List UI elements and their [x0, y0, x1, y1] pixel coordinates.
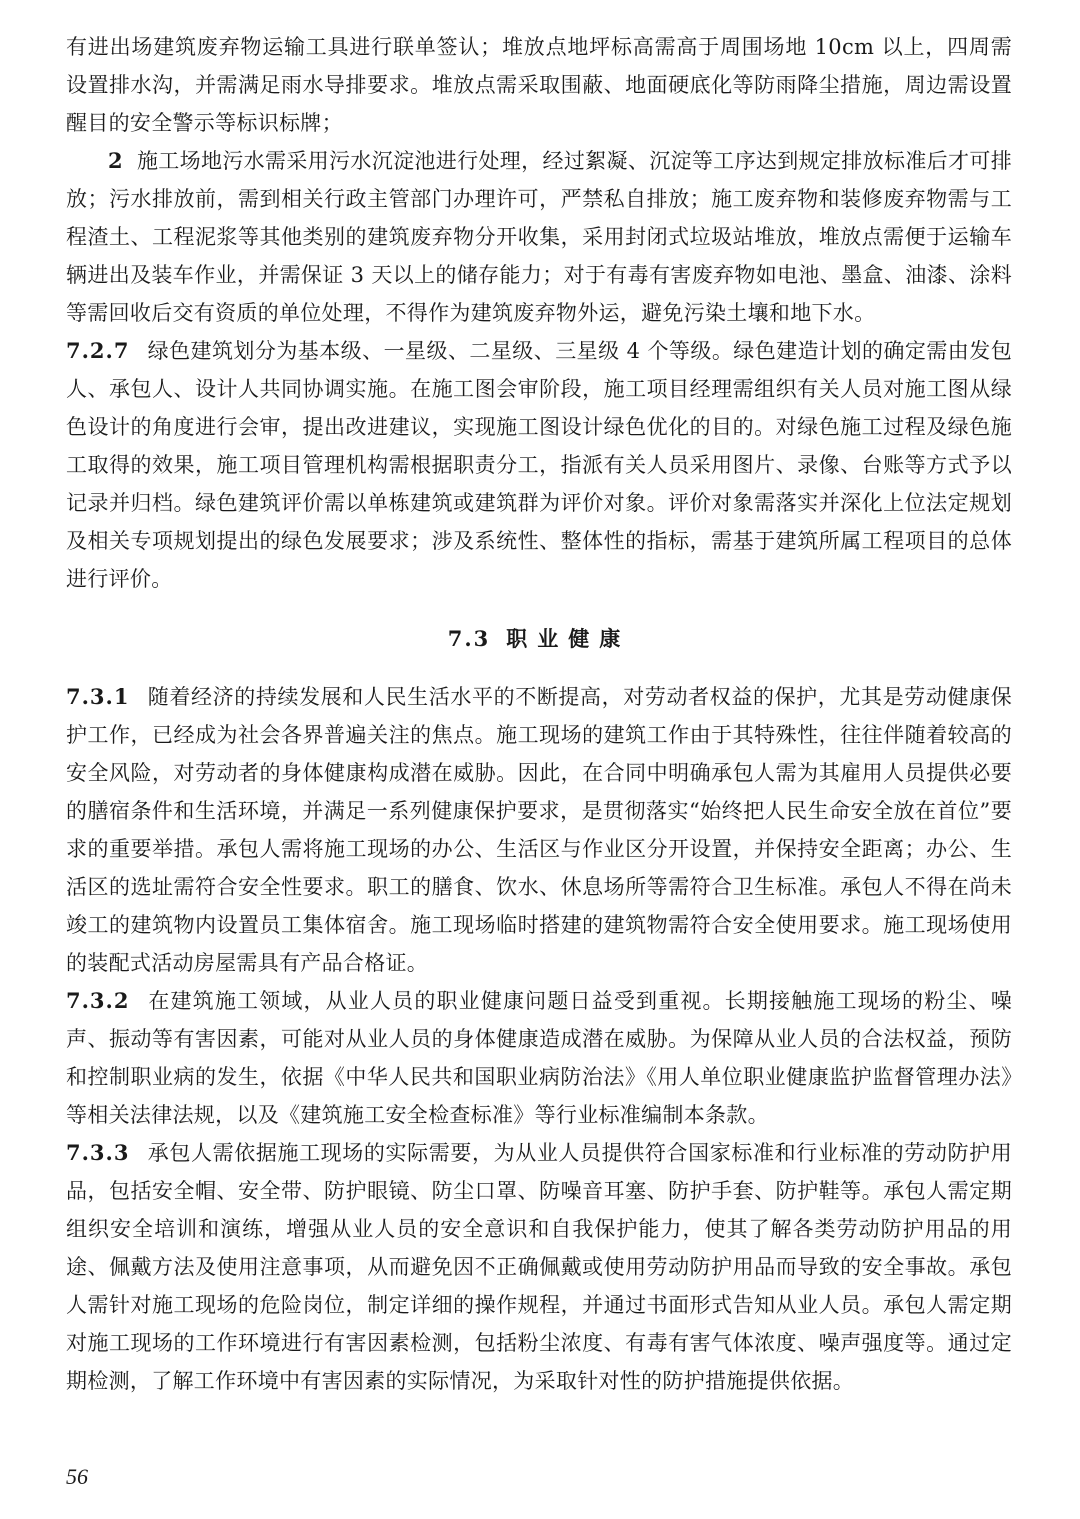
clause-number: 7.3.2	[66, 988, 130, 1013]
paragraph-text: 绿色建筑划分为基本级、一星级、二星级、三星级 4 个等级。绿色建造计划的确定需由发包人、承包人、设计人共同协调实施。在施工图会审阶段，施工项目经理需组织有关人员对施工图从绿色设计的角度进行会审，提出改进建议，实现施工图设计绿色优化的目的。对绿色施工过程及绿色施工取得的效果，施工项目管理机构需根据职责分工，指派有关人员采用图片、录像、台账等方式予以记录并归档。绿色建筑评价需以单栋建筑或建筑群为评价对象。评价对象需落实并深化上位法定规划及相关专项规划提出的绿色发展要求；涉及系统性、整体性的指标，需基于建筑所属工程项目的总体进行评价。	[66, 339, 1012, 591]
item-number: 2	[108, 148, 123, 173]
section-number: 7.3	[447, 626, 491, 651]
paragraph-text: 在建筑施工领域，从业人员的职业健康问题日益受到重视。长期接触施工现场的粉尘、噪声、振动等有害因素，可能对从业人员的身体健康造成潜在威胁。为保障从业人员的合法权益，预防和控制职业病的发生，依据《中华人民共和国职业病防治法》《用人单位职业健康监护监督管理办法》等相关法律法规，以及《建筑施工安全检查标准》等行业标准编制本条款。	[66, 989, 1012, 1127]
section-title: 职业健康	[506, 626, 631, 651]
paragraph-text: 有进出场建筑废弃物运输工具进行联单签认；堆放点地坪标高需高于周围场地 10cm 以上，四周需设置排水沟，并需满足雨水导排要求。堆放点需采取围蔽、地面硬底化等防雨降尘措施，周边需设置醒目的安全警示等标识标牌；	[66, 35, 1012, 135]
clause-number: 7.3.3	[66, 1140, 130, 1165]
clause-number: 7.3.1	[66, 684, 130, 709]
page-number: 56	[66, 1464, 88, 1489]
clause-number: 7.2.7	[66, 338, 130, 363]
paragraph-continuation	[66, 28, 1012, 142]
paragraph-text: 承包人需依据施工现场的实际需要，为从业人员提供符合国家标准和行业标准的劳动防护用品，包括安全帽、安全带、防护眼镜、防尘口罩、防噪音耳塞、防护手套、防护鞋等。承包人需定期组织安全培训和演练，增强从业人员的安全意识和自我保护能力，使其了解各类劳动防护用品的用途、佩戴方法及使用注意事项，从而避免因不正确佩戴或使用劳动防护用品而导致的安全事故。承包人需针对施工现场的危险岗位，制定详细的操作规程，并通过书面形式告知从业人员。承包人需定期对施工现场的工作环境进行有害因素检测，包括粉尘浓度、有毒有害气体浓度、噪声强度等。通过定期检测，了解工作环境中有害因素的实际情况，为采取针对性的防护措施提供依据。	[66, 1141, 1012, 1393]
list-item-2	[66, 142, 1012, 332]
paragraph-text: 随着经济的持续发展和人民生活水平的不断提高，对劳动者权益的保护，尤其是劳动健康保护工作，已经成为社会各界普遍关注的焦点。施工现场的建筑工作由于其特殊性，往往伴随着较高的安全风险，对劳动者的身体健康构成潜在威胁。因此，在合同中明确承包人需为其雇用人员提供必要的膳宿条件和生活环境，并满足一系列健康保护要求，是贯彻落实“始终把人民生命安全放在首位”要求的重要举措。承包人需将施工现场的办公、生活区与作业区分开设置，并保持安全距离；办公、生活区的选址需符合安全性要求。职工的膳食、饮水、休息场所等需符合卫生标准。承包人不得在尚未竣工的建筑物内设置员工集体宿舍。施工现场临时搭建的建筑物需符合安全使用要求。施工现场使用的装配式活动房屋需具有产品合格证。	[66, 685, 1012, 975]
document-page	[66, 28, 1012, 1400]
clause-7-3-1	[66, 678, 1012, 982]
paragraph-text: 施工场地污水需采用污水沉淀池进行处理，经过絮凝、沉淀等工序达到规定排放标准后才可排放；污水排放前，需到相关行政主管部门办理许可，严禁私自排放；施工废弃物和装修废弃物需与工程渣土、工程泥浆等其他类别的建筑废弃物分开收集，采用封闭式垃圾站堆放，堆放点需便于运输车辆进出及装车作业，并需保证 3 天以上的储存能力；对于有毒有害废弃物如电池、墨盒、油漆、涂料等需回收后交有资质的单位处理，不得作为建筑废弃物外运，避免污染土壤和地下水。	[66, 149, 1012, 325]
clause-7-2-7	[66, 332, 1012, 598]
clause-7-3-2	[66, 982, 1012, 1134]
section-heading	[66, 620, 1012, 658]
clause-7-3-3	[66, 1134, 1012, 1400]
